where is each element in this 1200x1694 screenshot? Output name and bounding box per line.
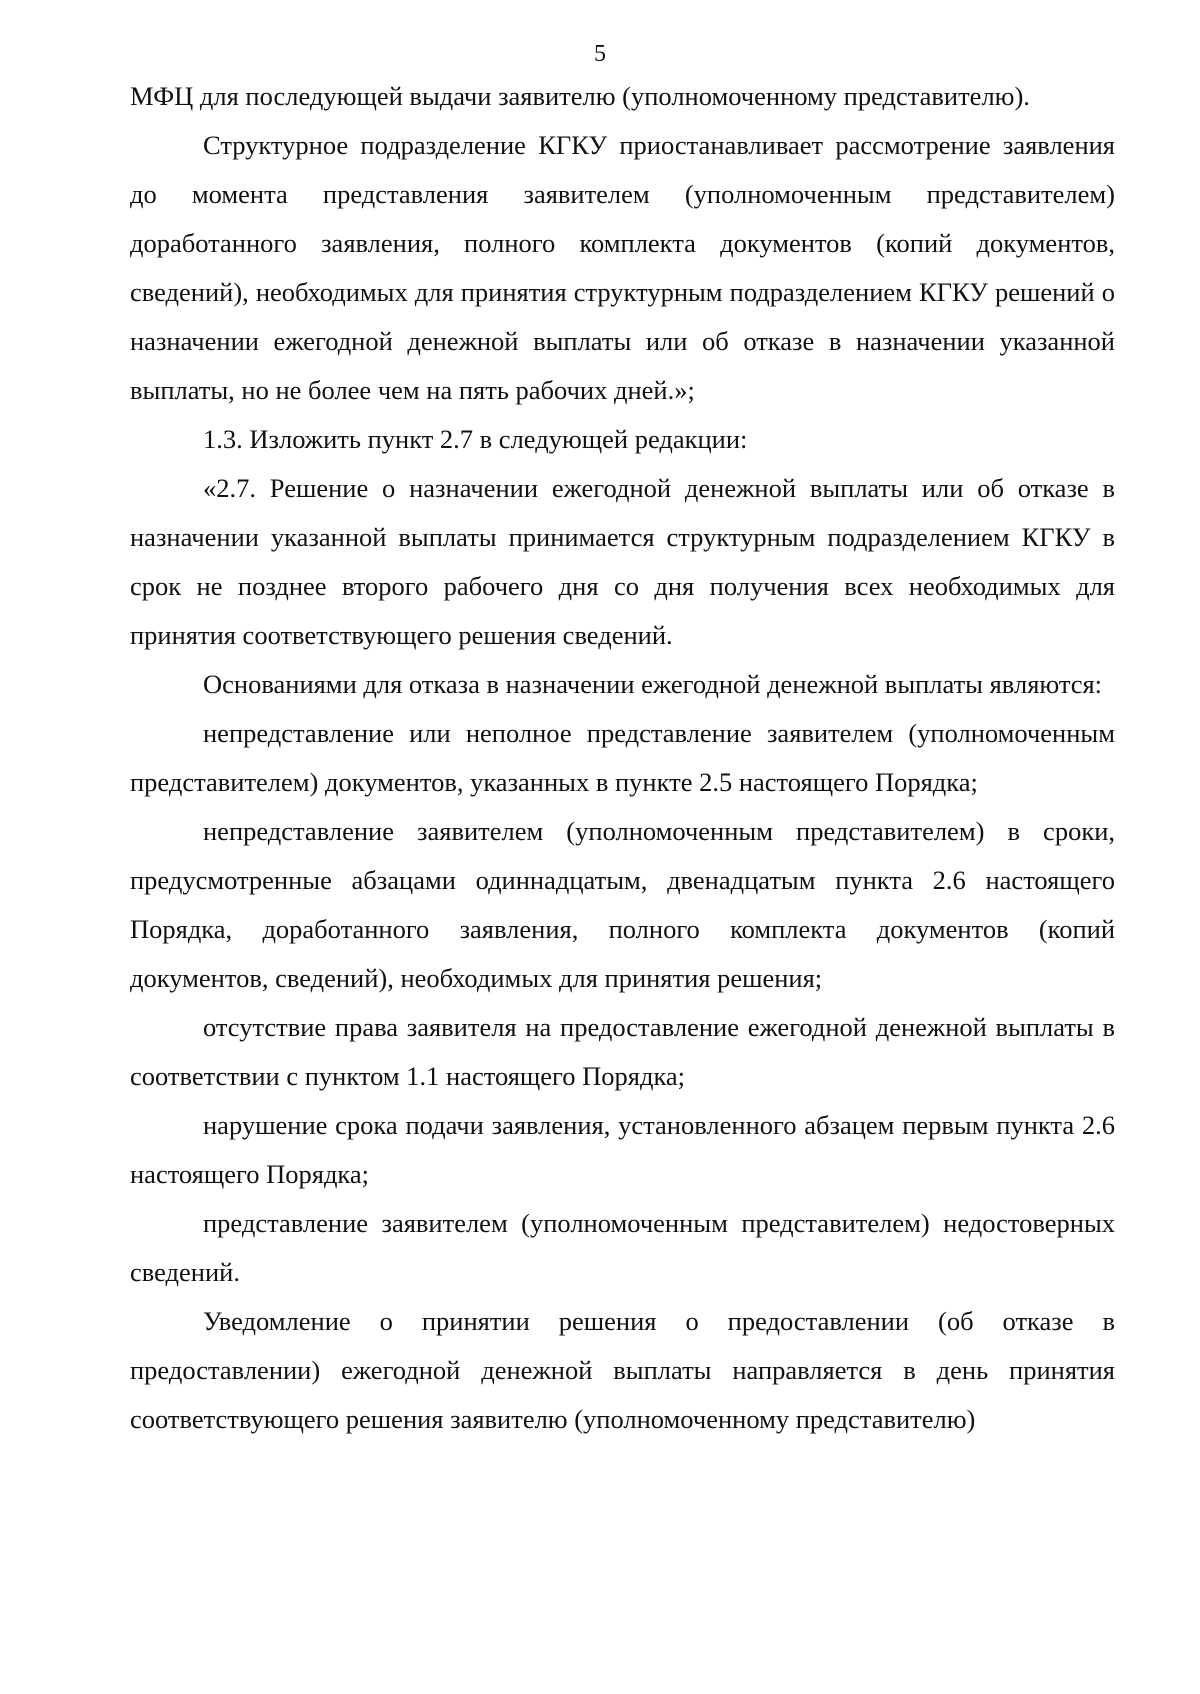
document-body: [130, 72, 1115, 1444]
list-item-ground-4: нарушение срока подачи заявления, установленного абзацем первым пункта 2.6 настоящего Порядка;: [130, 1110, 1115, 1189]
paragraph-suspension: Структурное подразделение КГКУ приостанавливает рассмотрение заявления до момента представления заявителем (уполномоченным представителем) доработанного заявления, полного комплекта документов (копий документов, сведений), необходимых для принятия структурным подразделением КГКУ решений о назначении ежегодной денежной выплаты или об отказе в назначении указанной выплаты, но не более чем на пять рабочих дней.»;: [130, 130, 1115, 405]
paragraph-notification: Уведомление о принятии решения о предоставлении (об отказе в предоставлении) ежегодной денежной выплаты направляется в день принятия соответствующего решения заявителю (уполномоченному представителю): [130, 1306, 1115, 1434]
list-item-ground-3: отсутствие права заявителя на предоставление ежегодной денежной выплаты в соответствии с пунктом 1.1 настоящего Порядка;: [130, 1012, 1115, 1091]
paragraph-refusal-grounds: Основаниями для отказа в назначении ежегодной денежной выплаты являются:: [203, 669, 1103, 699]
page-number: 5: [594, 41, 606, 67]
paragraph-decision-term: «2.7. Решение о назначении ежегодной денежной выплаты или об отказе в назначении указанной выплаты принимается структурным подразделением КГКУ в срок не позднее второго рабочего дня со дня получения всех необходимых для принятия соответствующего решения сведений.: [130, 473, 1115, 650]
list-item-ground-5: представление заявителем (уполномоченным представителем) недостоверных сведений.: [130, 1208, 1115, 1287]
paragraph-continuation: МФЦ для последующей выдачи заявителю (уполномоченному представителю).: [130, 81, 1030, 111]
list-item-ground-2: непредставление заявителем (уполномоченным представителем) в сроки, предусмотренные абзацами одиннадцатым, двенадцатым пункта 2.6 настоящего Порядка, доработанного заявления, полного комплекта документов (копий документов, сведений), необходимых для принятия решения;: [130, 816, 1115, 993]
paragraph-amendment-heading: 1.3. Изложить пункт 2.7 в следующей редакции:: [203, 424, 748, 454]
list-item-ground-1: непредставление или неполное представление заявителем (уполномоченным представителем) документов, указанных в пункте 2.5 настоящего Порядка;: [130, 718, 1115, 797]
